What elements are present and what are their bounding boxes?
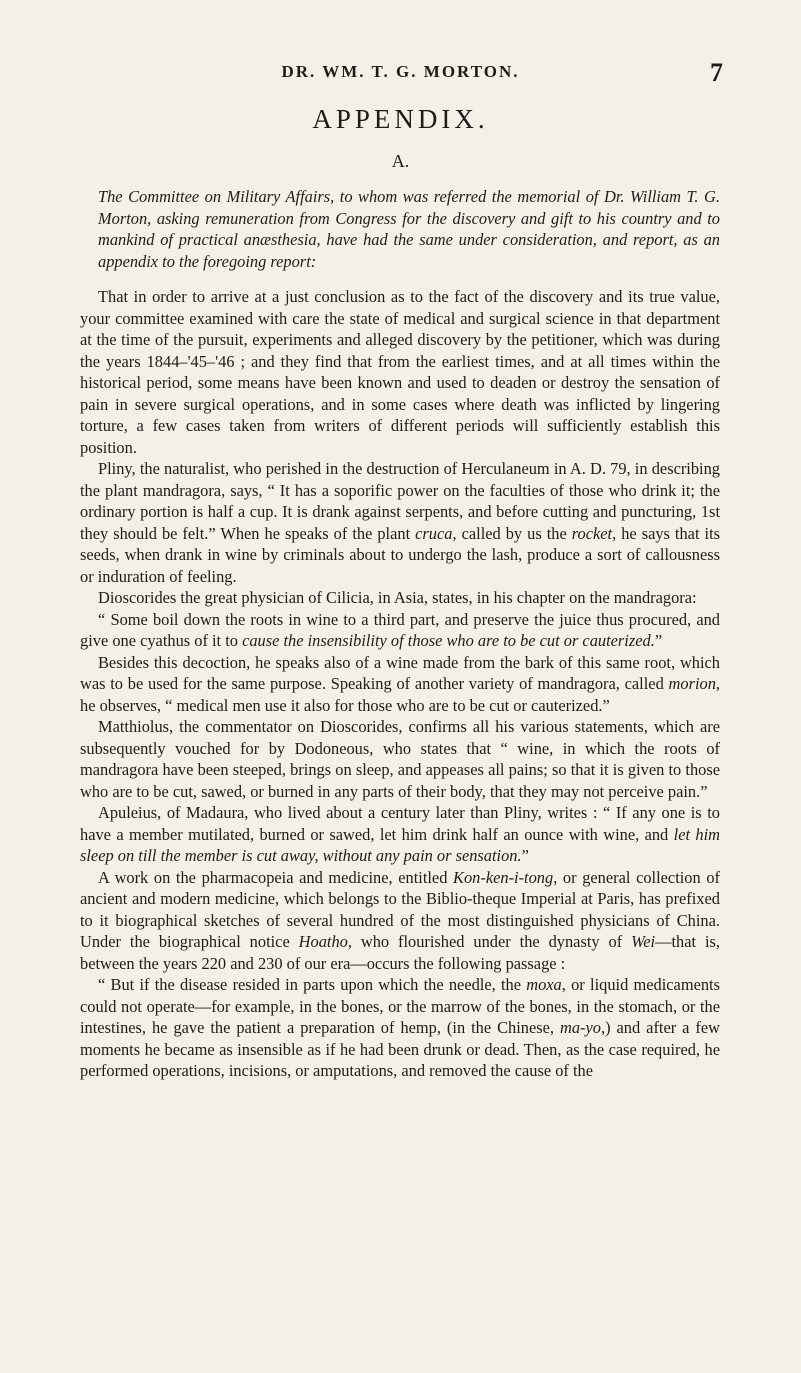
italic-phrase: let him sleep on till the member is cut away, without any pain or sensation. — [80, 824, 720, 865]
paragraph-committee — [80, 286, 720, 458]
paragraph-text: ,) and after a few moments he became as insensible as if he had been drunk or dead. Then, as the case required, he performed operations, incisions, or amputations, and removed the cause of the — [80, 1018, 720, 1080]
paragraph-text: ” — [654, 631, 663, 650]
paragraph-text: Apuleius, of Madaura, who lived about a century later than Pliny, writes : “ If any one is to have a member mutilated, burned or sawed, let him drink half an ounce with wine, and — [80, 803, 720, 844]
italic-term: ma-yo — [560, 1018, 601, 1037]
paragraph-pharmacopeia — [80, 867, 720, 975]
paragraph-text: A work on the pharmacopeia and medicine, entitled — [98, 867, 454, 887]
paragraph-text: “ Some boil down the roots in wine to a third part, and preserve the juice thus procured, and give one cyathus of it to — [80, 609, 720, 650]
paragraph-text: , called by us the — [452, 523, 572, 543]
italic-term: cruca — [415, 523, 453, 543]
paragraph-text: “ But if the disease resided in parts upon which the needle, the — [98, 975, 527, 994]
appendix-section: A. — [391, 151, 410, 171]
paragraph-text: Besides this decoction, he speaks also of a wine made from the bark of this same root, which was to be used for the same purpose. Speaking of another variety of mandragora, called — [80, 652, 720, 693]
italic-term: Wei — [631, 932, 656, 951]
paragraph-pliny — [80, 458, 720, 587]
appendix-title: APPENDIX. — [312, 104, 489, 134]
paragraph-text: , he observes, “ medical men use it also for those who are to be cut or cauterized.” — [80, 674, 720, 715]
paragraph-text: , or general collection of ancient and modern medicine, which belongs to the Biblio-theque Imperial at Paris, has prefixed to it biographical sketches of several hundred of the most distinguished physicians of China. Under the biographical notice — [80, 867, 720, 951]
paragraph-text: ” — [521, 846, 529, 865]
italic-term: rocket — [571, 523, 613, 543]
paragraph-text: , who flourished under the dynasty of — [347, 932, 632, 951]
body-text — [80, 186, 720, 1082]
paragraph-quote-boil — [80, 609, 720, 652]
italic-term: Hoatho — [298, 932, 348, 951]
paragraph-apuleius — [80, 802, 720, 867]
intro-text: The Committee on Military Affairs, to whom was referred the memorial of Dr. William T. G. Morton, asking remuneration from Congress for the discovery and gift to his country and to mankind of practical anæsthesia, have had the same under consideration, and report, as an appendix to the foregoing report: — [98, 187, 720, 271]
paragraph-matthiolus — [80, 716, 720, 802]
paragraph-text: Pliny, the naturalist, who perished in the destruction of Herculaneum in A. D. 79, in describing the plant mandragora, says, “ It has a soporific power on the faculties of those who drink it; the ordinary portion is half a cup. It is drank against serpents, and before cutting and puncturing, 1st they should be felt.” When he speaks of the plant — [80, 459, 720, 543]
running-head — [0, 58, 801, 88]
paragraph-text: Dioscorides the great physician of Cilicia, in Asia, states, in his chapter on the mandragora: — [98, 588, 697, 607]
italic-term: morion — [668, 674, 716, 693]
paragraph-text: , he says that its seeds, when drank in wine by criminals about to undergo the lash, produce a sort of callousness or induration of feeling. — [80, 523, 720, 586]
paragraph-text: , or liquid medicaments could not operate—for example, in the bones, or the marrow of the bones, in the stomach, or the intestines, he gave the patient a preparation of hemp, (in the Chinese, — [80, 975, 720, 1037]
paragraph-dioscorides — [80, 587, 720, 609]
italic-term: Kon-ken-i-tong — [453, 867, 554, 887]
intro-paragraph — [80, 186, 720, 272]
paragraph-decoction — [80, 652, 720, 717]
paragraph-text: That in order to arrive at a just conclusion as to the fact of the discovery and its true value, your committee examined with care the state of medical and surgical science in that department at the time of the pursuit, experiments and alleged discovery by the petitioner, which was during the years 1844–'45–'46 ; and they find that from the earliest times, and at all times within the historical period, some means have been known and used to deaden or destroy the sensation of pain in severe surgical operations, and in some cases where death was inflicted by lingering torture, a few cases taken from writers of different periods will sufficiently establish this position. — [80, 287, 720, 457]
running-title: DR. WM. T. G. MORTON. — [281, 62, 520, 81]
paragraph-hoatho-quote — [80, 974, 720, 1082]
page-number: 7 — [710, 58, 723, 87]
paragraph-text: —that is, between the years 220 and 230 of our era—occurs the following passage : — [80, 932, 720, 973]
italic-term: moxa — [526, 975, 562, 994]
paragraph-text: Matthiolus, the commentator on Dioscorides, confirms all his various statements, which are subsequently vouched for by Dodoneous, who states that “ wine, in which the roots of mandragora have been steeped, brings on sleep, and appeases all pains; so that it is given to those who are to be cut, sawed, or burned in any parts of their body, that they may not perceive pain.” — [80, 717, 720, 801]
italic-phrase: cause the insensibility of those who are to be cut or cauterized. — [242, 631, 655, 650]
